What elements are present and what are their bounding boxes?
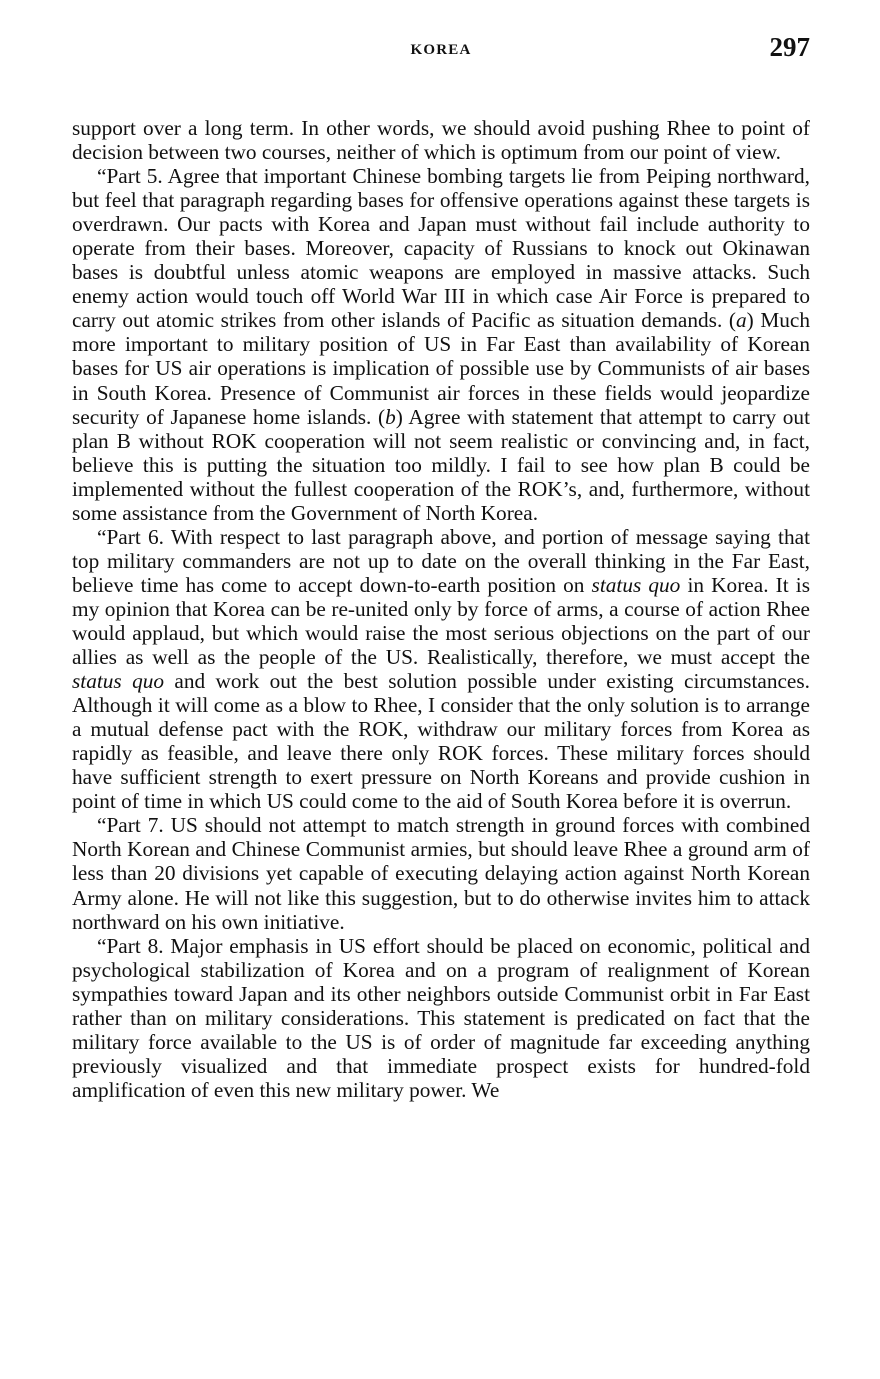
body-text: [72, 116, 810, 1102]
text-span: ) Much more important to military position of US in Far East than availability of Korean bases for US air operations is implication of possible use by Communists of air bases in South Korea. Presence of Communist air forces in these fields would jeopardize security of Japanese home islands. (: [72, 308, 811, 429]
text-span: “Part 8. Major emphasis in US effort should be placed on economic, political and psychological stabilization of Korea and on a program of realignment of Korean sympathies toward Japan and its other neighbors outside Communist orbit in Far East rather than on military considerations. This statement is predicated on fact that the military force available to the US is of order of magnitude far exceeding anything previously visualized and that immediate prospect exists for hundred-fold amplification of even this new military power. We: [72, 933, 810, 1102]
paragraph-part-6: [72, 525, 810, 814]
text-span: “Part 7. US should not attempt to match strength in ground forces with combined North Korean and Chinese Communist armies, but should leave Rhee a ground arm of less than 20 divisions yet capable of executing delaying action against North Korean Army alone. He will not like this suggestion, but to do otherwise invites him to attack northward on his own initiative.: [72, 813, 810, 934]
text-span: in Korea. It is my opinion that Korea can be re-united only by force of arms, a course of action Rhee would applaud, but which would raise the most serious objections on the part of our allies as well as the people of the US. Realistically, therefore, we must accept the: [72, 572, 810, 670]
page-number: 297: [769, 32, 810, 62]
running-header: [72, 30, 810, 68]
italic-letter-a: a: [735, 308, 747, 333]
italic-status-quo: status quo: [72, 669, 165, 694]
paragraph-part-5: [72, 164, 810, 525]
paragraph-part-7: [72, 813, 810, 933]
text-span: support over a long term. In other words, we should avoid pushing Rhee to point of decision between two courses, neither of which is optimum from our point of view.: [72, 116, 810, 165]
text-span: “Part 5. Agree that important Chinese bombing targets lie from Peiping northward, but feel that paragraph regarding bases for offensive operations against these targets is overdrawn. Our pacts with Korea and Japan must without fail include authority to operate from their bases. Moreover, capacity of Russians to knock out Okinawan bases is doubtful unless atomic weapons are employed in massive attacks. Such enemy action would touch off World War III in which case Air Force is prepared to carry out atomic strikes from other islands of Pacific as situation demands. (: [72, 164, 810, 333]
paragraph-continuation: [72, 116, 810, 164]
running-title: KOREA: [410, 42, 472, 58]
paragraph-part-8: [72, 934, 810, 1102]
document-page: [72, 30, 810, 1102]
italic-status-quo: status quo: [591, 572, 681, 597]
text-span: “Part 6. With respect to last paragraph above, and portion of message saying that top military commanders are not up to date on the overall thinking in the Far East, believe time has come to accept down-to-earth position on: [72, 524, 810, 597]
text-span: ) Agree with statement that attempt to carry out plan B without ROK cooperation will not seem realistic or convincing and, in fact, believe this is putting the situation too mildly. I fail to see how plan B could be implemented without the fullest cooperation of the ROK’s, and, furthermore, without some assistance from the Government of North Korea.: [72, 404, 810, 525]
text-span: and work out the best solution possible under existing circumstances. Although it will come as a blow to Rhee, I consider that the only solution is to arrange a mutual defense pact with the ROK, withdraw our military forces from Korea as rapidly as feasible, and leave there only ROK forces. These military forces should have sufficient strength to exert pressure on North Koreans and provide cushion in point of time in which US could come to the aid of South Korea before it is overrun.: [72, 669, 810, 814]
italic-letter-b: b: [385, 404, 396, 429]
